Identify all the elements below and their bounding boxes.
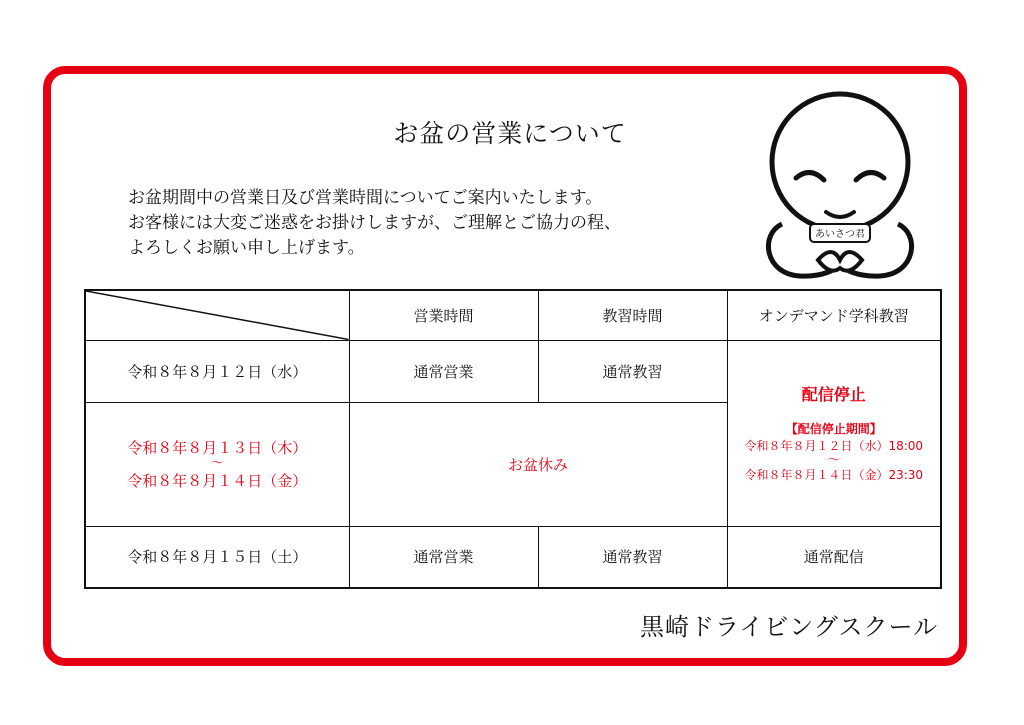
closed-cell: お盆休み — [349, 402, 727, 526]
date-tilde: ～ — [210, 456, 224, 471]
table-row — [85, 340, 941, 402]
school-name: 黒崎ドライビングスクール — [640, 613, 939, 641]
intro-line: よろしくお願い申し上げます。 — [128, 238, 365, 258]
table-header-row — [85, 290, 941, 340]
table-row — [85, 526, 941, 588]
column-header: オンデマンド学科教習 — [727, 290, 941, 340]
stop-period-title: 【配信停止期間】 — [785, 422, 882, 436]
column-header: 教習時間 — [538, 290, 727, 340]
schedule-table — [84, 289, 942, 589]
holiday-date-cell — [85, 402, 349, 526]
ondemand-stop-cell — [727, 340, 941, 526]
date-start: 令和８年８月１３日（木） — [127, 439, 308, 457]
page-title: お盆の営業について — [393, 119, 627, 148]
business-hours-cell: 通常営業 — [349, 526, 538, 588]
date-end: 令和８年８月１４日（金） — [127, 472, 308, 490]
lesson-hours-cell: 通常教習 — [538, 526, 727, 588]
date-cell: 令和８年８月１２日（水） — [85, 340, 349, 402]
stop-period-start: 令和８年８月１２日（水）18:00 — [744, 439, 924, 453]
diagonal-header-cell — [85, 290, 349, 340]
stop-period-tilde: ～ — [827, 453, 841, 468]
date-cell: 令和８年８月１５日（土） — [85, 526, 349, 588]
intro-line: お盆期間中の営業日及び営業時間についてご案内いたします。 — [128, 188, 603, 208]
intro-line: お客様には大変ご迷惑をお掛けしますが、ご理解とご協力の程、 — [128, 213, 621, 233]
mascot-badge: あいさつ君 — [815, 229, 865, 240]
intro-text — [128, 186, 621, 261]
ondemand-cell: 通常配信 — [727, 526, 941, 588]
stop-period-end: 令和８年８月１４日（金）23:30 — [744, 468, 924, 482]
stop-label: 配信停止 — [801, 385, 866, 404]
business-hours-cell: 通常営業 — [349, 340, 538, 402]
column-header: 営業時間 — [349, 290, 538, 340]
bowing-mascot-icon — [760, 84, 920, 284]
lesson-hours-cell: 通常教習 — [538, 340, 727, 402]
